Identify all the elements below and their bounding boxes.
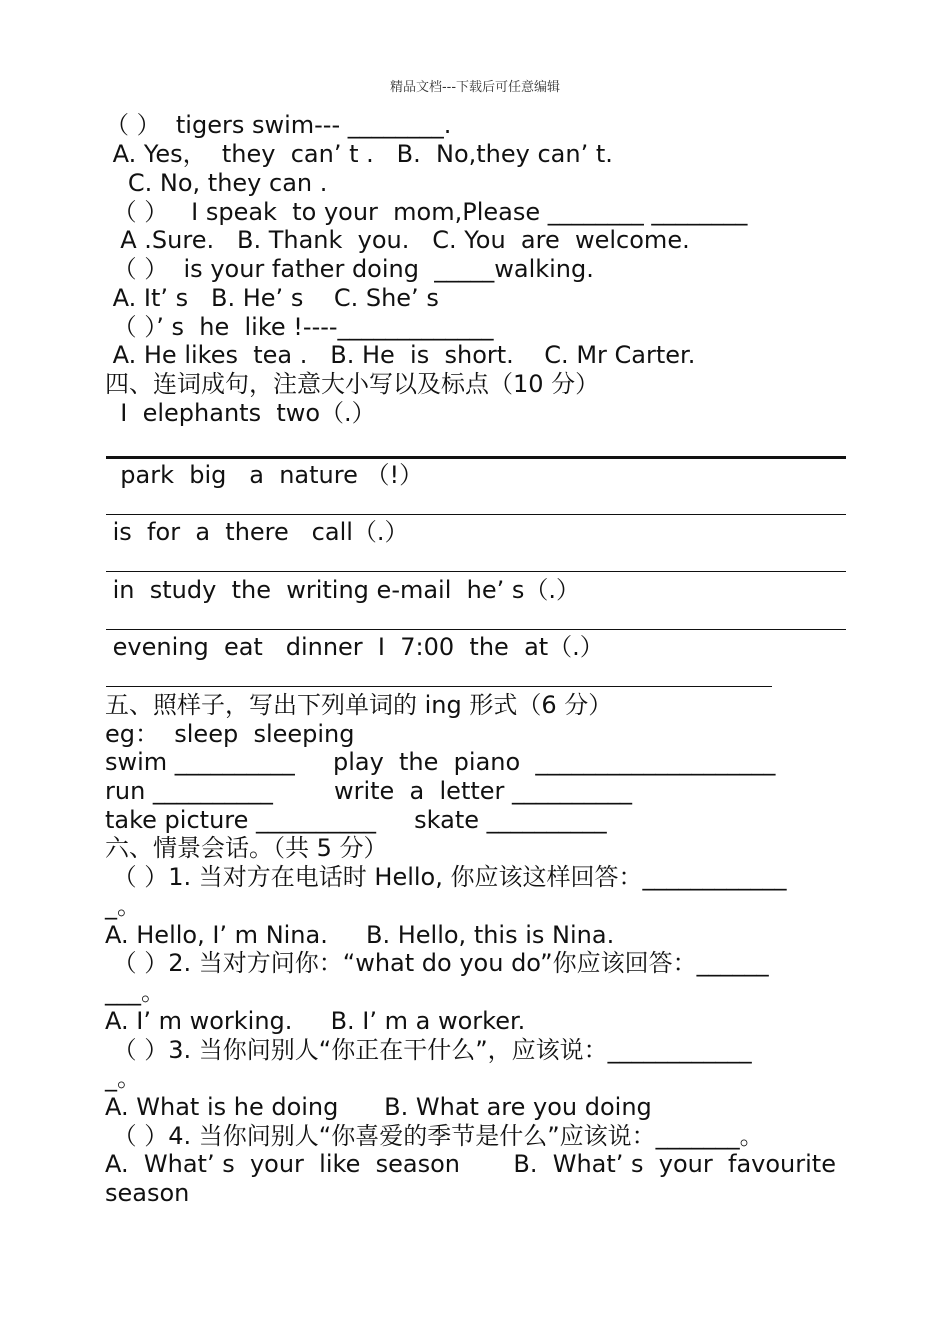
- word-order-item: is for a there call（.）: [105, 518, 409, 546]
- question-line: （ ）’ s he like !----_____________: [105, 313, 494, 341]
- answer-rule: [106, 456, 846, 459]
- question-line: （ ）3. 当你问别人“你正在干什么”，应该说：____________: [105, 1036, 752, 1064]
- answer-options: A. Yes， they can’ t . B. No,they can’ t.: [105, 140, 613, 168]
- exercise-line: run __________ write a letter __________: [105, 777, 633, 805]
- question-continuation: _。: [105, 892, 141, 920]
- word-order-item: park big a nature （!）: [105, 461, 424, 489]
- answer-rule: [106, 571, 846, 572]
- word-order-item: in study the writing e-mail he’ s（.）: [105, 576, 581, 604]
- answer-rule: [106, 629, 846, 630]
- example-line: eg： sleep sleeping: [105, 720, 355, 748]
- answer-rule: [106, 686, 772, 687]
- question-line: （ ）2. 当对方问你：“what do you do”你应该回答：______: [105, 949, 769, 977]
- answer-options: A. It’ s B. He’ s C. She’ s: [105, 284, 439, 312]
- question-line: （ ）1. 当对方在电话时 Hello, 你应该这样回答：____________: [105, 863, 787, 891]
- answer-options: C. No, they can .: [105, 169, 328, 197]
- section-heading: 四、连词成句，注意大小写以及标点（10 分）: [105, 370, 600, 398]
- answer-options: season: [105, 1179, 190, 1207]
- question-line: （ ） I speak to your mom,Please ________ ________: [105, 198, 748, 226]
- word-order-item: I elephants two（.）: [105, 399, 376, 427]
- section-heading: 六、情景会话。（共 5 分）: [105, 834, 388, 862]
- exercise-line: swim __________ play the piano ____________________: [105, 748, 776, 776]
- question-line: （ ）4. 当你问别人“你喜爱的季节是什么”应该说：_______。: [105, 1122, 764, 1150]
- page-header: 精品文档---下载后可任意编辑: [389, 80, 561, 95]
- exercise-line: take picture __________ skate __________: [105, 806, 607, 834]
- answer-options: A. What’ s your like season B. What’ s your favourite: [105, 1150, 836, 1178]
- question-continuation: _。: [105, 1064, 141, 1092]
- section-heading: 五、照样子，写出下列单词的 ing 形式（6 分）: [105, 691, 613, 719]
- answer-options: A. What is he doing B. What are you doing: [105, 1093, 652, 1121]
- question-continuation: ___。: [105, 978, 165, 1006]
- answer-rule: [106, 514, 846, 515]
- answer-options: A. He likes tea . B. He is short. C. Mr Carter.: [105, 341, 696, 369]
- answer-options: A. Hello, I’ m Nina. B. Hello, this is Nina.: [105, 921, 615, 949]
- answer-options: A .Sure. B. Thank you. C. You are welcome.: [105, 226, 690, 254]
- question-line: （ ） tigers swim--- ________.: [105, 111, 452, 139]
- question-line: （ ） is your father doing _____walking.: [105, 255, 594, 283]
- word-order-item: evening eat dinner I 7:00 the at（.）: [105, 633, 604, 661]
- answer-options: A. I’ m working. B. I’ m a worker.: [105, 1007, 526, 1035]
